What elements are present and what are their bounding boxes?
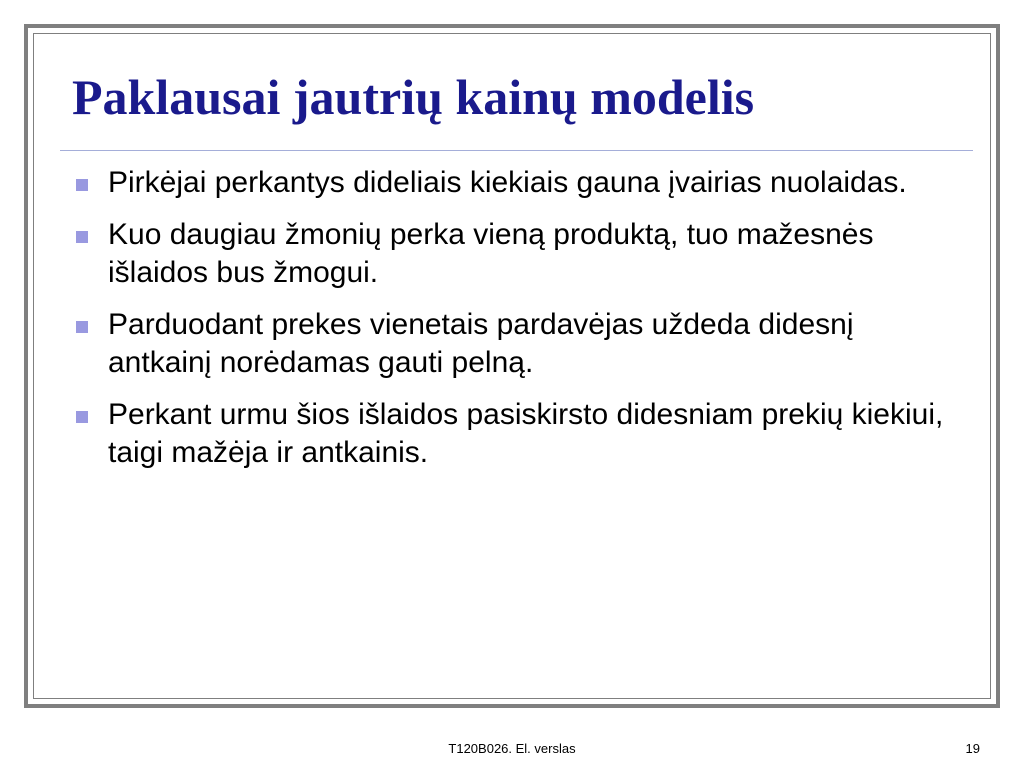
bullet-list <box>72 164 962 486</box>
bullet-text: Parduodant prekes vienetais pardavėjas uždeda didesnį antkainį norėdamas gauti pelną. <box>108 308 854 379</box>
bullet-text: Kuo daugiau žmonių perka vieną produktą, tuo mažesnės išlaidos bus žmogui. <box>108 218 874 289</box>
bullet-item-3 <box>72 306 962 382</box>
square-bullet-icon <box>76 179 88 191</box>
square-bullet-icon <box>76 411 88 423</box>
bullet-text: Pirkėjai perkantys dideliais kiekiais gauna įvairias nuolaidas. <box>108 166 907 199</box>
square-bullet-icon <box>76 321 88 333</box>
page-number: 19 <box>965 741 980 756</box>
slide-title: Paklausai jautrių kainų modelis <box>72 69 755 125</box>
bullet-text: Perkant urmu šios išlaidos pasiskirsto didesniam prekių kiekiui, taigi mažėja ir antkainis. <box>108 398 944 469</box>
bullet-item-1 <box>72 164 962 202</box>
bullet-item-2 <box>72 216 962 292</box>
square-bullet-icon <box>76 231 88 243</box>
bullet-item-4 <box>72 396 962 472</box>
footer-course-label: T120B026. El. verslas <box>448 741 576 756</box>
title-divider <box>60 150 973 151</box>
